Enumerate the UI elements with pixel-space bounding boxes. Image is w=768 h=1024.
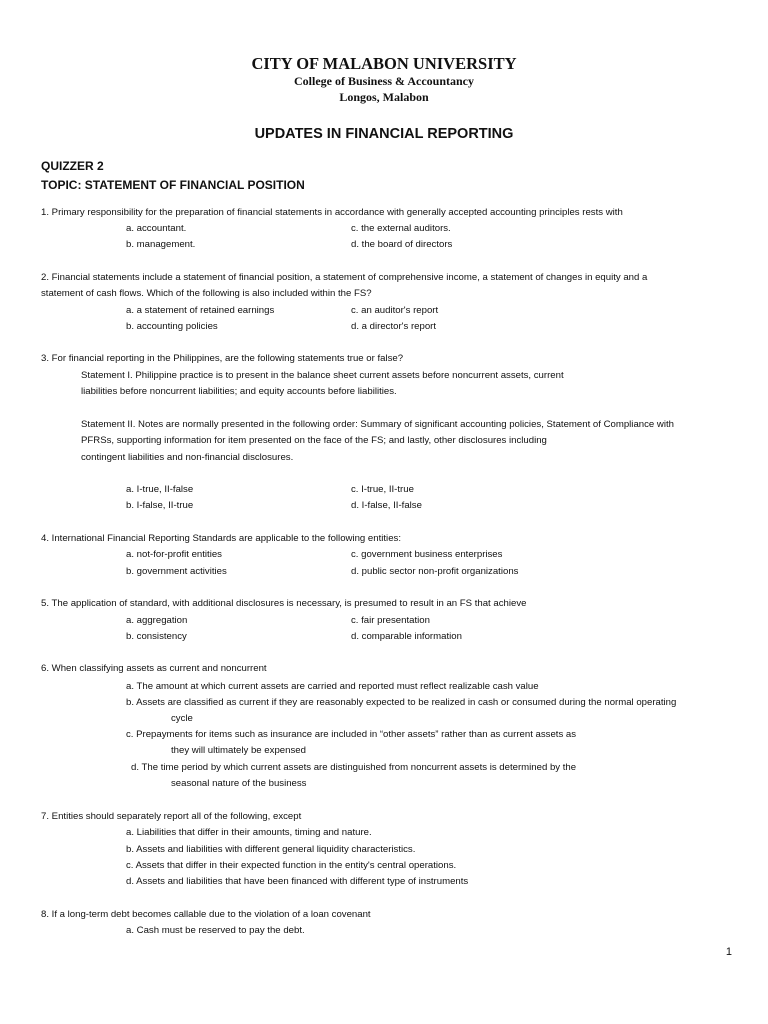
question-3-statement-2-line-3: contingent liabilities and non-financial disclosures.	[81, 452, 294, 463]
question-1-option-d: d. the board of directors	[351, 239, 453, 250]
question-6-stem: 6. When classifying assets as current and noncurrent	[41, 663, 267, 674]
question-4-option-c: c. government business enterprises	[351, 549, 503, 560]
question-4-stem: 4. International Financial Reporting Standards are applicable to the following entities:	[41, 533, 401, 544]
question-4-option-b: b. government activities	[126, 566, 227, 577]
question-8-stem: 8. If a long-term debt becomes callable due to the violation of a loan covenant	[41, 909, 371, 920]
question-6-option-c-line-1: c. Prepayments for items such as insurance are included in “other assets” rather than as current assets as	[126, 729, 577, 740]
question-3-statement-1-line-2: liabilities before noncurrent liabilities; and equity accounts before liabilities.	[81, 386, 397, 397]
question-3-option-a: a. I-true, II-false	[126, 484, 194, 495]
question-2-stem-line-2: statement of cash flows. Which of the following is also included within the FS?	[41, 288, 372, 299]
question-1-option-c: c. the external auditors.	[351, 223, 451, 234]
question-7-option-d: d. Assets and liabilities that have been financed with different type of instruments	[126, 876, 469, 887]
question-7-stem: 7. Entities should separately report all of the following, except	[41, 811, 302, 822]
question-3-statement-2-line-2: PFRSs, supporting information for item presented on the face of the FS; and lastly, other disclosures including	[81, 435, 547, 446]
question-7-option-a: a. Liabilities that differ in their amounts, timing and nature.	[126, 827, 372, 838]
topic-heading: TOPIC: STATEMENT OF FINANCIAL POSITION	[41, 178, 305, 192]
location: Longos, Malabon	[339, 90, 429, 104]
question-3-stem: 3. For financial reporting in the Philippines, are the following statements true or false?	[41, 353, 404, 364]
question-6-option-b-line-2: cycle	[171, 713, 193, 724]
question-6-option-a: a. The amount at which current assets are carried and reported must reflect realizable cash value	[126, 681, 539, 692]
question-7-option-b: b. Assets and liabilities with different general liquidity characteristics.	[126, 844, 416, 855]
question-7-option-c: c. Assets that differ in their expected function in the entity's central operations.	[126, 860, 457, 871]
question-2-option-b: b. accounting policies	[126, 321, 218, 332]
question-3-statement-2-line-1: Statement II. Notes are normally presented in the following order: Summary of significant accounting policies, Statement of Compliance with	[81, 419, 674, 430]
question-5-option-c: c. fair presentation	[351, 615, 430, 626]
question-6-option-d-line-2: seasonal nature of the business	[171, 778, 307, 789]
quiz-label: QUIZZER 2	[41, 159, 104, 173]
question-5-stem: 5. The application of standard, with additional disclosures is necessary, is presumed to result in an FS that achieve	[41, 598, 527, 609]
question-1-stem: 1. Primary responsibility for the preparation of financial statements in accordance with generally accepted accounting principles rests with	[41, 207, 623, 218]
question-4-option-d: d. public sector non-profit organizations	[351, 566, 519, 577]
document-title: UPDATES IN FINANCIAL REPORTING	[254, 126, 514, 142]
university-name: CITY OF MALABON UNIVERSITY	[251, 54, 517, 73]
question-3-option-c: c. I-true, II-true	[351, 484, 414, 495]
question-5-option-d: d. comparable information	[351, 631, 462, 642]
page-number: 1	[725, 946, 732, 958]
question-3-option-d: d. I-false, II-false	[351, 500, 422, 511]
question-6-option-b-line-1: b. Assets are classified as current if they are reasonably expected to be realized in cash or consumed during the normal operating	[126, 697, 677, 708]
question-1-option-a: a. accountant.	[126, 223, 187, 234]
question-3-option-b: b. I-false, II-true	[126, 500, 194, 511]
question-6-option-c-line-2: they will ultimately be expensed	[171, 745, 306, 756]
question-4-option-a: a. not-for-profit entities	[126, 549, 222, 560]
college-name: College of Business & Accountancy	[294, 74, 474, 88]
question-6-option-d-line-1: d. The time period by which current assets are distinguished from noncurrent assets is determined by the	[131, 762, 577, 773]
question-5-option-b: b. consistency	[126, 631, 187, 642]
question-5-option-a: a. aggregation	[126, 615, 188, 626]
question-8-option-a: a. Cash must be reserved to pay the debt.	[126, 925, 305, 936]
question-1-option-b: b. management.	[126, 239, 196, 250]
question-2-option-d: d. a director's report	[351, 321, 437, 332]
question-3-statement-1-line-1: Statement I. Philippine practice is to present in the balance sheet current assets before noncurrent assets, current	[81, 370, 564, 381]
question-2-option-a: a. a statement of retained earnings	[126, 305, 275, 316]
question-2-stem-line-1: 2. Financial statements include a statement of financial position, a statement of comprehensive income, a statement of changes in equity and a	[41, 272, 648, 283]
question-2-option-c: c. an auditor's report	[351, 305, 439, 316]
